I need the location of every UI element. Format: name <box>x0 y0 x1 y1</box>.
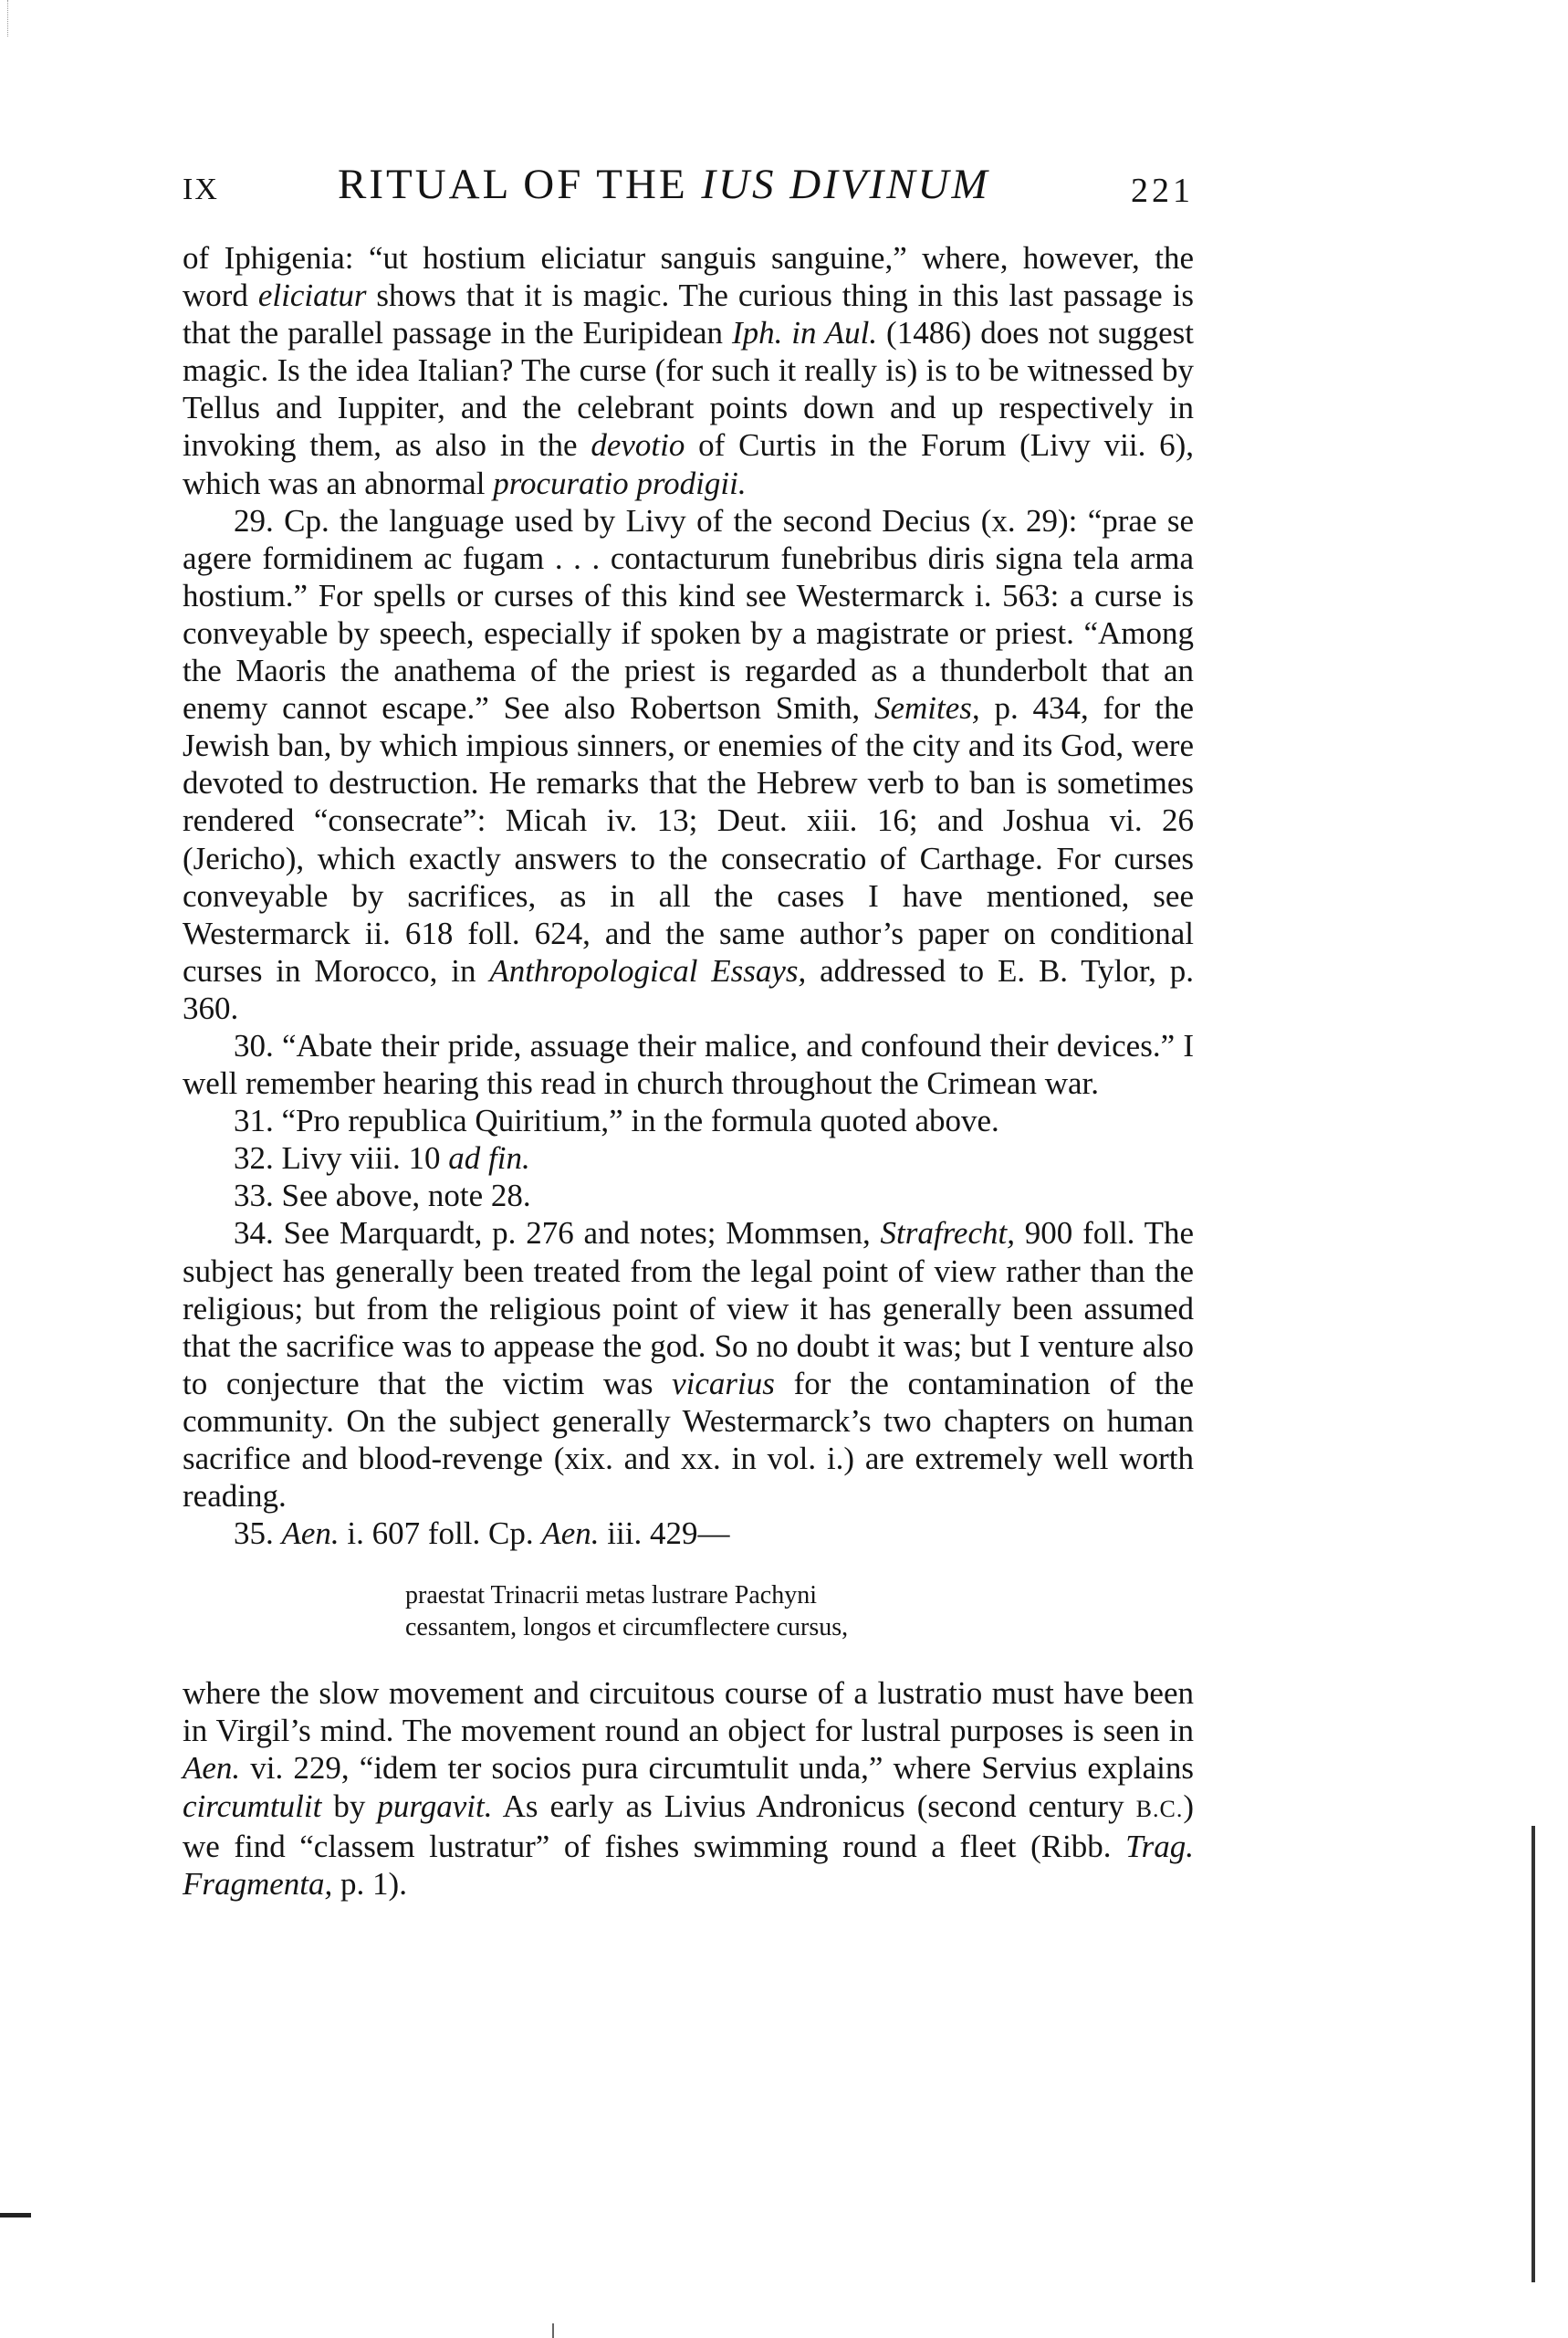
italic-run: Iph. in Aul. <box>731 315 878 351</box>
page-edge-shadow <box>1531 1826 1535 2282</box>
running-title <box>338 160 990 209</box>
page-number: 221 <box>1131 172 1194 210</box>
scan-margin-mark <box>0 2213 31 2217</box>
text-run: 900 foll. The subject has generally been treated from the legal point of view rather than the religious; but from the religious point of view it has generally been assumed that the sacrifice was to appease the god. So no doubt it was; but I venture also to conjecture that the victim was <box>183 1215 1195 1401</box>
italic-run: Strafrecht, <box>880 1215 1015 1252</box>
text-run: addressed to E. B. Tylor, p. 360. <box>183 952 1194 1026</box>
running-header <box>183 160 1194 215</box>
text-run: iii. 429— <box>599 1515 730 1552</box>
italic-run: purgavit. <box>377 1788 493 1824</box>
text-run: 34. See Marquardt, p. 276 and notes; Mommsen, <box>234 1215 881 1252</box>
note-30 <box>183 1027 1194 1102</box>
text-run: 31. “Pro republica Quiritium,” in the formula quoted above. <box>234 1103 999 1139</box>
text-run: 30. “Abate their pride, assuage their malice, and confound their devices.” I well remember hearing this read in church throughout the Crimean war. <box>183 1027 1194 1102</box>
text-run: ) we find “classem lustratur” of fishes swimming round a fleet (Ribb. <box>183 1788 1194 1864</box>
text-run: 32. Livy viii. 10 <box>234 1140 449 1177</box>
scan-bottom-mark <box>552 2323 554 2338</box>
chapter-number: IX <box>183 173 219 206</box>
text-run: (1486) does not suggest magic. Is the idea Italian? The curse (for such it really is) is to be witnessed by Tellus and Iuppiter, and the celebrant points down and up respectively in invoking them, as also in the <box>183 315 1194 464</box>
text-run: for the contamination of the community. On the subject generally Westermarck’s two chapters on human sacrifice and blood-revenge (xix. and xx. in vol. i.) are extremely well worth reading. <box>183 1365 1194 1515</box>
italic-run: vicarius <box>672 1365 775 1401</box>
running-title-plain: RITUAL OF THE <box>338 161 702 208</box>
note-32 <box>183 1139 1194 1177</box>
italic-run: Aen. <box>541 1515 600 1552</box>
note-35 <box>183 1515 1194 1552</box>
italic-run: procuratio prodigii. <box>493 465 747 501</box>
text-run: 33. See above, note 28. <box>234 1178 531 1214</box>
text-run: 29. Cp. the language used by Livy of the second Decius (x. 29): “prae se agere formidinem ac fugam . . . contacturum funebribus diris signa tela arma hostium.” For spells or curses of this kind see Westermarck i. 563: a curse is conveyable by speech, especially if spoken by a magistrate or priest. “Among the Maoris the anathema of the priest is regarded as a thunderbolt that an enemy cannot escape.” See also Robertson Smith, <box>183 502 1194 727</box>
italic-run: Trag. Fragmenta, <box>183 1828 1194 1902</box>
text-run: shows that it is magic. The curious thing in this last passage is that the parallel passage in the Euripidean <box>183 278 1194 351</box>
note-34 <box>183 1214 1194 1515</box>
running-title-italic: IUS DIVINUM <box>701 161 990 208</box>
italic-run: devotio <box>591 427 685 464</box>
text-run: where the slow movement and circuitous course of a lustratio must have been in Virgil’s mind. The movement round an object for lustral purposes is seen in <box>183 1675 1194 1749</box>
italic-run: circumtulit <box>183 1788 322 1824</box>
text-run: p. 434, for the Jewish ban, by which impious sinners, or enemies of the city and its God, were devoted to destruction. He remarks that the Hebrew verb to ban is sometimes rendered “consecrate”: Micah iv. 13; Deut. xiii. 16; and Joshua vi. 26 (Jericho), which exactly answers to the consecratio of Carthage. For curses conveyable by sacrifices, as in all the cases I have mentioned, see Westermarck ii. 618 foll. 624, and the same author’s paper on conditional curses in Morocco, in <box>183 690 1194 989</box>
italic-run: ad fin. <box>448 1140 530 1177</box>
paragraph-iphigenia <box>183 239 1194 502</box>
italic-run: Aen. <box>183 1750 241 1787</box>
text-run: by <box>321 1788 378 1824</box>
text-run: vi. 229, “idem ter socios pura circumtulit unda,” where Servius explains <box>240 1750 1194 1787</box>
italic-run: eliciatur <box>257 278 367 314</box>
paragraph-lustratio <box>183 1674 1194 1903</box>
scan-speck <box>7 0 16 37</box>
verse-line-2: cessantem, longos et circumflectere cursus, <box>405 1613 849 1642</box>
text-run: of Iphigenia: “ut hostium eliciatur sanguis sanguine,” where, however, the word <box>183 240 1194 314</box>
verse-quotation <box>405 1579 1194 1643</box>
verse-line-1: praestat Trinacrii metas lustrare Pachyni <box>405 1581 817 1610</box>
note-31 <box>183 1102 1194 1139</box>
text-run: As early as Livius Andronicus (second century <box>492 1788 1136 1824</box>
text-run: p. 1). <box>332 1865 407 1902</box>
text-run: i. 607 foll. Cp. <box>339 1515 542 1552</box>
text-run: of Curtis in the Forum (Livy vii. 6), which was an abnormal <box>183 427 1195 501</box>
small-caps-run: B.C. <box>1135 1795 1184 1822</box>
notes-text <box>183 239 1194 1903</box>
italic-run: Aen. <box>281 1515 340 1552</box>
italic-run: Semites, <box>874 690 980 727</box>
note-33 <box>183 1177 1194 1214</box>
italic-run: Anthropological Essays, <box>489 952 807 989</box>
note-29 <box>183 502 1194 1027</box>
text-run: 35. <box>234 1515 282 1552</box>
